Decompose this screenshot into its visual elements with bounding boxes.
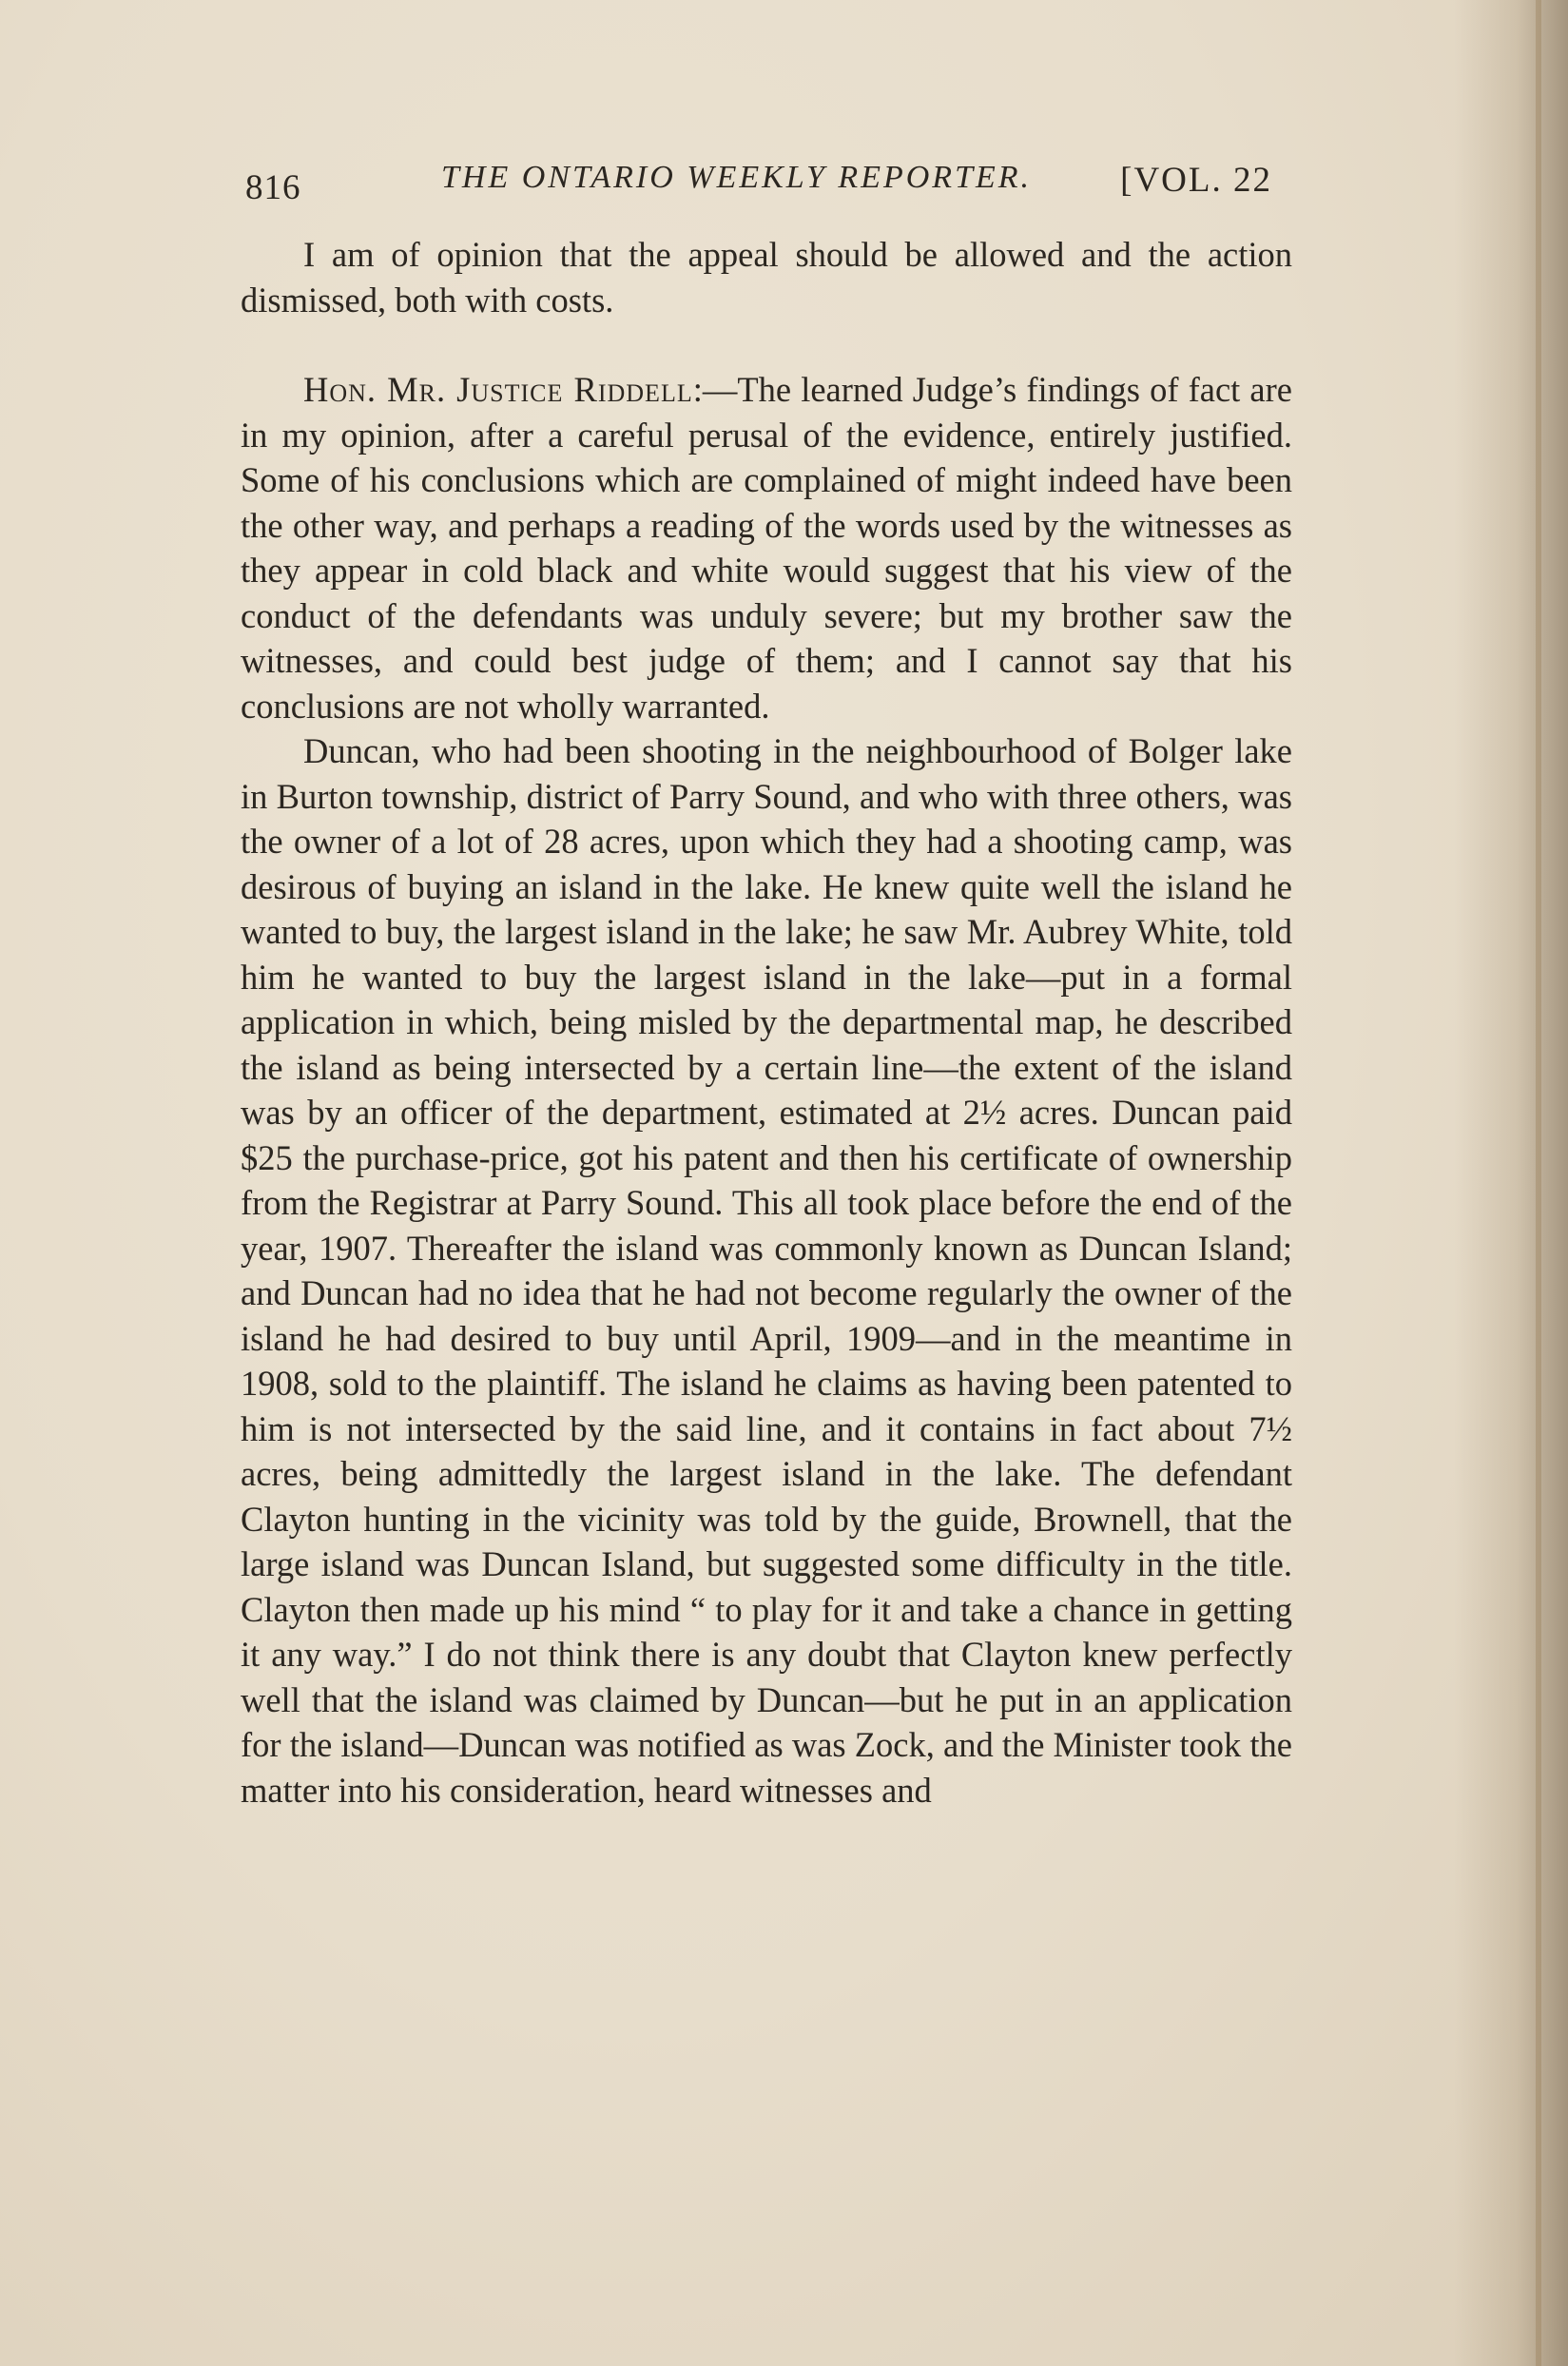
paragraph-text: I am of opinion that the appeal should be allowed and the action dismissed, both with costs. (241, 235, 1292, 320)
volume-label: [VOL. 22 (1120, 161, 1272, 200)
paragraph-facts (241, 728, 1292, 1813)
paragraph-text: :—The learned Judge’s findings of fact are in my opinion, after a careful perusal of the evidence, entirely justified. Some of his conclusions which are complained of might indeed have been the other way, and perhaps a reading of the words used by the witnesses as they appear in cold black and white would suggest that his view of the conduct of the defendants was unduly severe; but my brother saw the witnesses, and could best judge of them; and I cannot say that his conclusions are not wholly warranted. (241, 370, 1292, 726)
body-text (241, 232, 1292, 1813)
paragraph-opinion-opening (241, 367, 1292, 728)
page-spine-shadow (1454, 0, 1568, 2366)
page-header (245, 160, 1272, 217)
paragraph-text: Duncan, who had been shooting in the neighbourhood of Bolger lake in Burton township, district of Parry Sound, and who with three others, was the owner of a lot of 28 acres, upon which they had a shooting camp, was desirous of buying an island in the lake. He knew quite well the island he wanted to buy, the largest island in the lake; he saw Mr. Aubrey White, told him he wanted to buy the largest island in the lake—put in a formal application in which, being misled by the departmental map, he described the island as being intersected by a certain line—the extent of the island was by an officer of the department, estimated at 2½ acres. Duncan paid $25 the purchase-price, got his patent and then his certificate of ownership from the Registrar at Parry Sound. This all took place before the end of the year, 1907. Thereafter the island was commonly known as Duncan Island; and Duncan had no idea that he had not become regularly the owner of the island he had desired to buy until April, 1909—and in the meantime in 1908, sold to the plaintiff. The island he claims as having been patented to him is not intersected by the said line, and it contains in fact about 7½ acres, being admittedly the largest island in the lake. The defendant Clayton hunting in the vicinity was told by the guide, Brownell, that the large island was Duncan Island, but suggested some difficulty in the title. Clayton then made up his mind “ to play for it and take a chance in getting it any way.” I do not think there is any doubt that Clayton knew perfectly well that the island was claimed by Duncan—but he put in an application for the island—Duncan was notified as was Zock, and the Minister took the matter into his consideration, heard witnesses and (241, 731, 1292, 1810)
page-number: 816 (245, 168, 301, 207)
paragraph-conclusion (241, 232, 1292, 322)
page-spine-edge (1536, 0, 1541, 2366)
running-title: THE ONTARIO WEEKLY REPORTER. (441, 160, 1033, 195)
judge-name: Hon. Mr. Justice Riddell (303, 370, 693, 409)
